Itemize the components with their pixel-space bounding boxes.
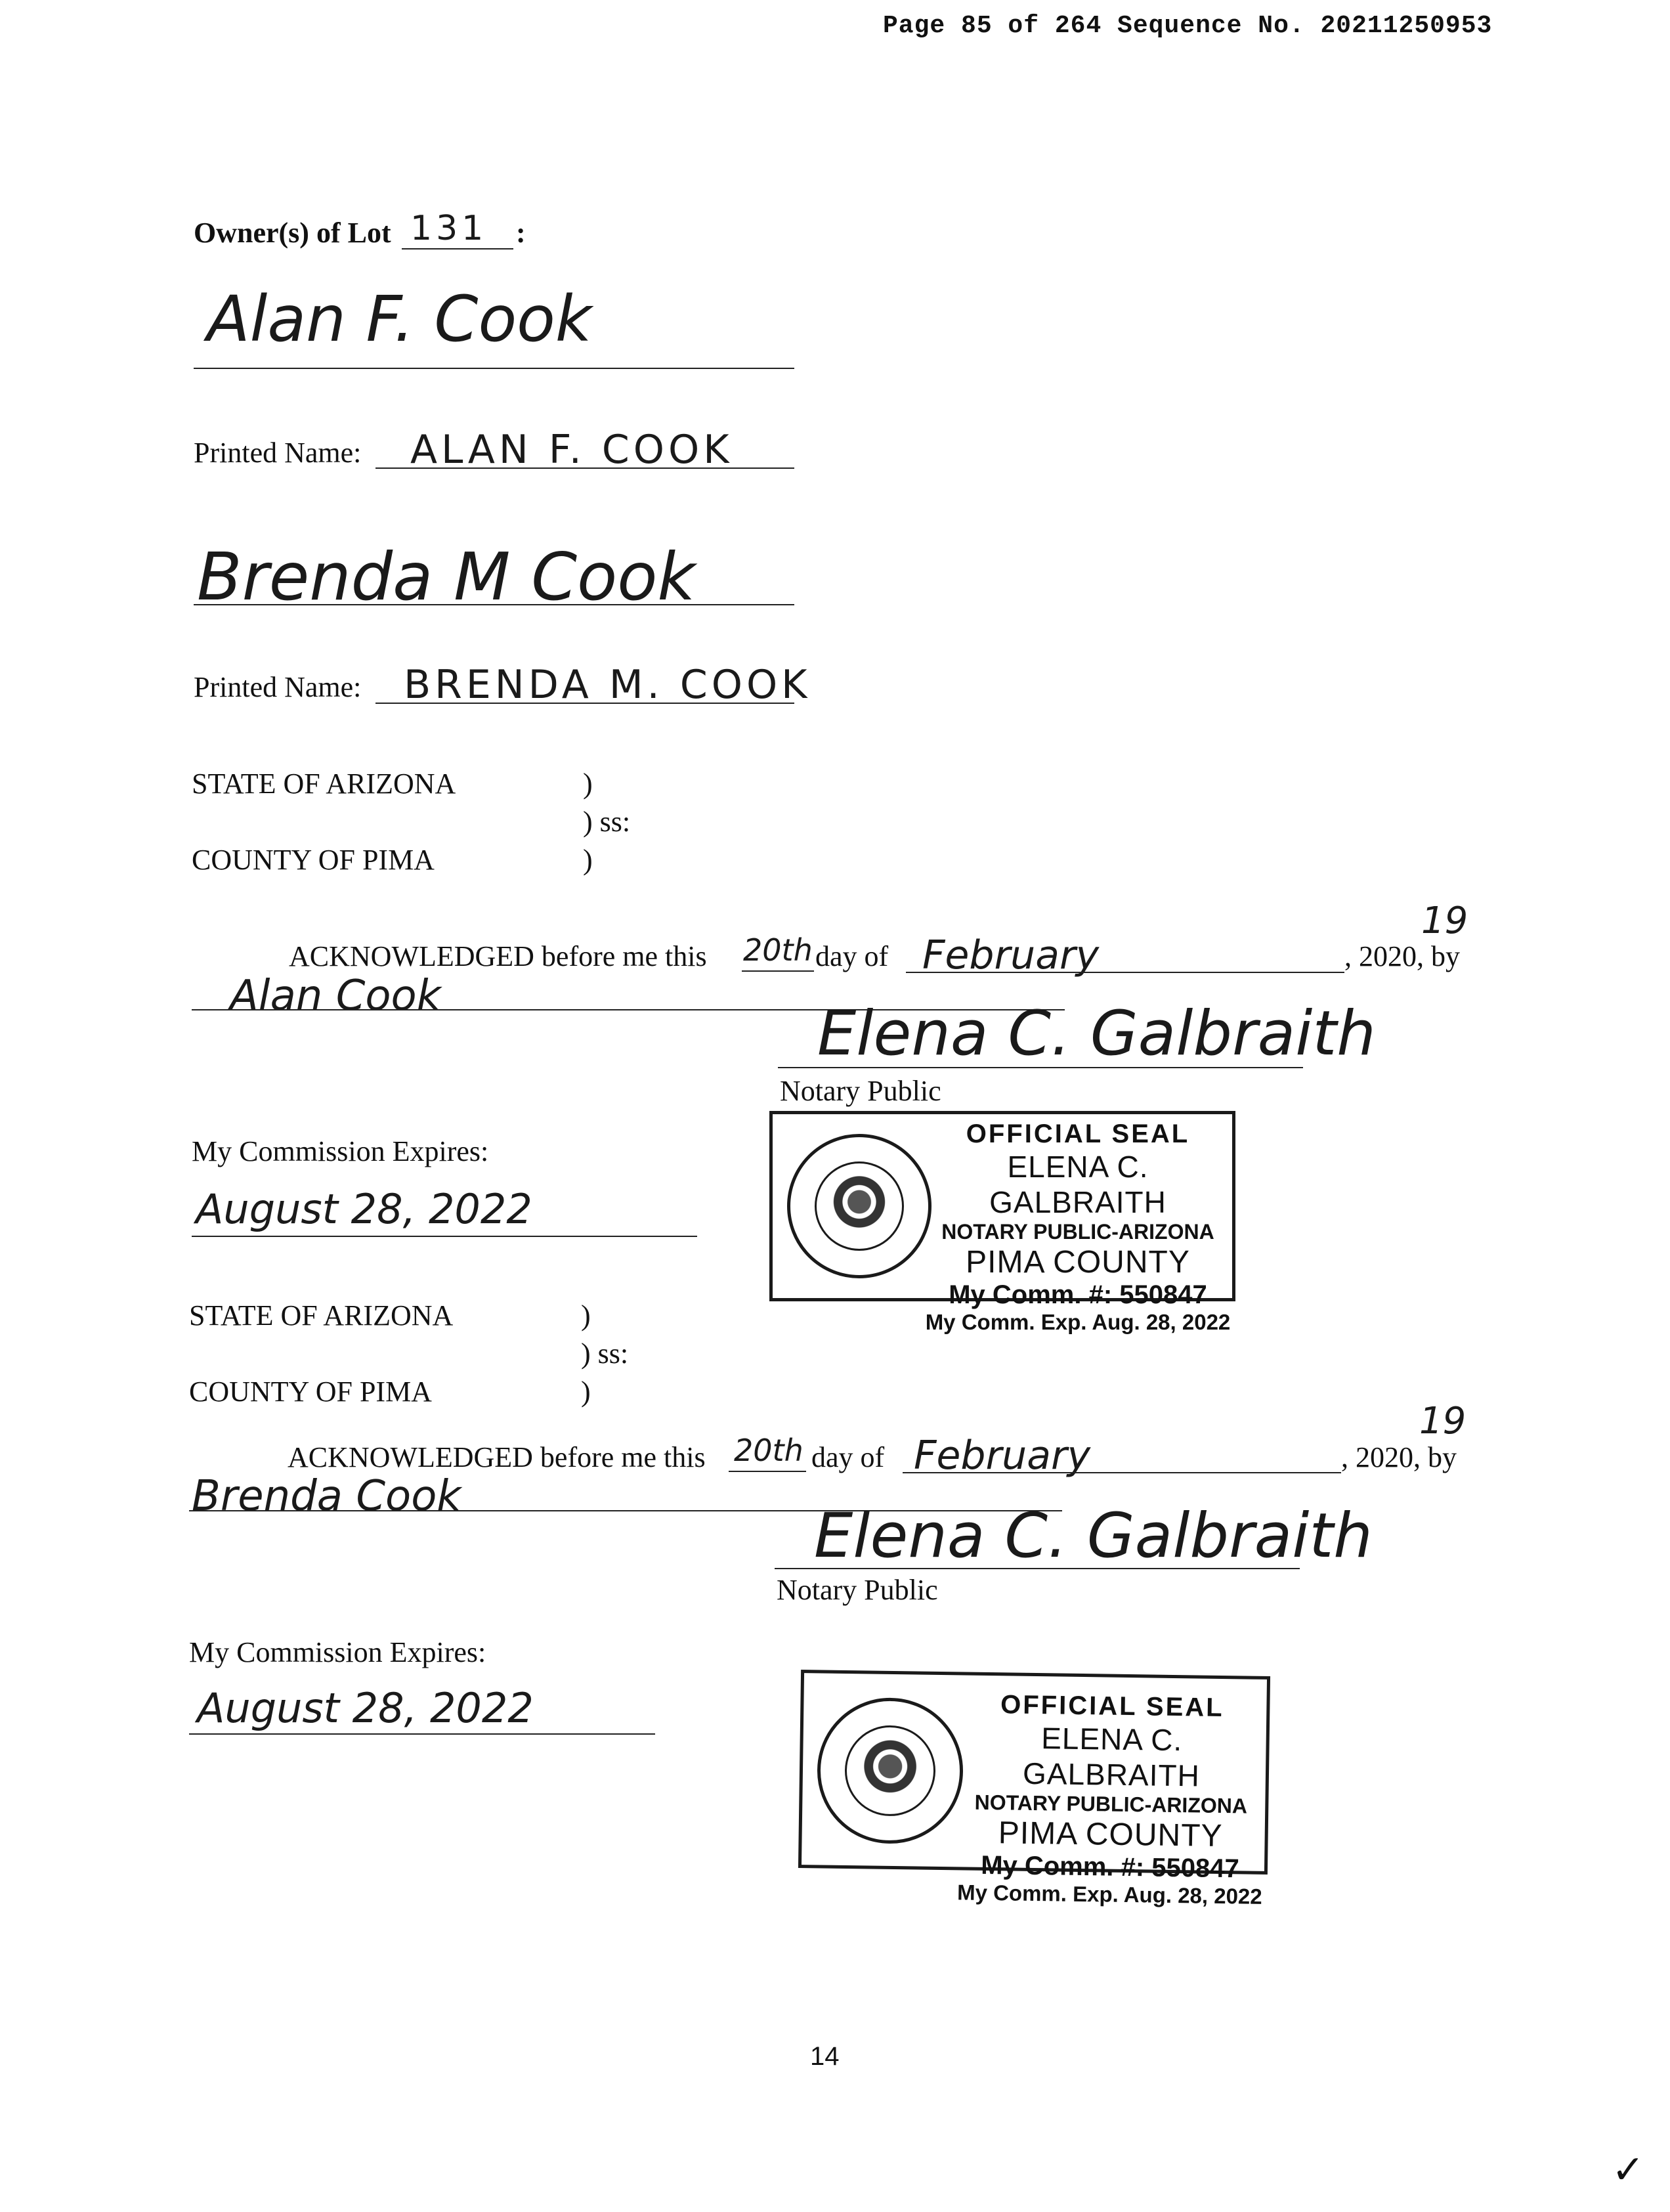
ack-month-2: February: [914, 1433, 1091, 1479]
notary-signature-line-1: [778, 1067, 1303, 1068]
ack-dayof-1: day of: [815, 940, 889, 972]
state-label-2: STATE OF ARIZONA: [189, 1299, 454, 1332]
county-label-1: COUNTY OF PIMA: [192, 844, 435, 876]
signature-brenda: Brenda M Cook: [197, 538, 696, 615]
notary-signature-2: Elena C. Galbraith: [814, 1500, 1373, 1572]
stamp-comm-number: My Comm. #: 550847: [980, 1850, 1240, 1884]
notary-stamp-2: [798, 1670, 1270, 1909]
commission-line-1: [192, 1236, 697, 1237]
page-sequence-header: Page 85 of 264 Sequence No. 20211250953: [883, 12, 1493, 40]
notary-signature-line-2: [775, 1568, 1300, 1569]
printed-name-label-2: Printed Name:: [194, 671, 362, 703]
paren-ss-2: ) ss:: [581, 1337, 629, 1370]
printed-name-1: ALAN F. COOK: [410, 427, 733, 473]
printed-name-line-1: [375, 467, 794, 469]
notary-stamp-1: [769, 1111, 1235, 1334]
stamp-notary-public: NOTARY PUBLIC-ARIZONA: [974, 1790, 1248, 1818]
ack-month-1: February: [922, 932, 1100, 978]
notary-public-label-1: Notary Public: [780, 1075, 941, 1107]
commission-label-2: My Commission Expires:: [189, 1636, 486, 1668]
commission-date-1: August 28, 2022: [196, 1185, 532, 1233]
ack-text-1: ACKNOWLEDGED before me this: [289, 940, 707, 972]
owner-lot-colon: :: [516, 217, 526, 249]
owner-lot-label: Owner(s) of Lot: [194, 217, 391, 249]
ack-by-name-2: Brenda Cook: [192, 1472, 461, 1521]
signature-line-2: [194, 604, 794, 605]
ack-year-correction-2: 19: [1419, 1400, 1467, 1442]
ack-day-line-1: [742, 970, 814, 972]
ack-by-name-1: Alan Cook: [230, 972, 441, 1020]
lot-number: 131: [410, 209, 488, 248]
printed-name-line-2: [375, 703, 794, 704]
lot-number-line: [402, 248, 513, 249]
ack-text-2: ACKNOWLEDGED before me this: [288, 1441, 706, 1473]
ack-day-1: 20th: [743, 932, 813, 968]
printed-name-label-1: Printed Name:: [194, 437, 362, 469]
notary-public-label-2: Notary Public: [777, 1574, 938, 1606]
commission-line-2: [189, 1733, 655, 1735]
paren-ss-1: ) ss:: [583, 806, 631, 838]
signature-alan: Alan F. Cook: [207, 282, 592, 356]
paren-1c: ): [583, 844, 593, 876]
commission-label-1: My Commission Expires:: [192, 1135, 489, 1167]
great-seal-of-arizona-icon: [787, 1134, 931, 1278]
stamp-county: PIMA COUNTY: [966, 1245, 1190, 1280]
stamp-county: PIMA COUNTY: [998, 1815, 1223, 1854]
ack-year-correction-1: 19: [1421, 900, 1468, 942]
commission-date-2: August 28, 2022: [197, 1684, 534, 1732]
notary-signature-1: Elena C. Galbraith: [817, 998, 1376, 1070]
checkmark-icon: ✓: [1612, 2147, 1645, 2193]
page-number: 14: [810, 2042, 840, 2071]
paren-2a: ): [581, 1299, 591, 1332]
printed-name-2: BRENDA M. COOK: [404, 662, 811, 708]
paren-2c: ): [581, 1376, 591, 1408]
ack-year-2: , 2020, by: [1341, 1441, 1457, 1473]
stamp-comm-exp: My Comm. Exp. Aug. 28, 2022: [925, 1310, 1231, 1334]
ack-month-line-1: [906, 972, 1344, 973]
paren-1a: ): [583, 768, 593, 800]
great-seal-of-arizona-icon: [816, 1697, 964, 1844]
signature-line-1: [194, 368, 794, 369]
stamp-notary-name: ELENA C. GALBRAITH: [1022, 1721, 1201, 1793]
stamp-notary-name: ELENA C. GALBRAITH: [989, 1150, 1167, 1219]
stamp-notary-public: NOTARY PUBLIC-ARIZONA: [941, 1220, 1214, 1244]
stamp-official-seal: OFFICIAL SEAL: [1000, 1690, 1224, 1723]
stamp-comm-exp: My Comm. Exp. Aug. 28, 2022: [956, 1880, 1262, 1909]
ack-day-2: 20th: [734, 1433, 803, 1468]
ack-day-line-2: [729, 1471, 806, 1472]
stamp-comm-number: My Comm. #: 550847: [949, 1280, 1207, 1309]
ack-dayof-2: day of: [811, 1441, 885, 1473]
county-label-2: COUNTY OF PIMA: [189, 1376, 432, 1408]
ack-year-1: , 2020, by: [1344, 940, 1460, 972]
state-label-1: STATE OF ARIZONA: [192, 768, 456, 800]
ack-month-line-2: [903, 1472, 1341, 1473]
stamp-official-seal: OFFICIAL SEAL: [966, 1119, 1190, 1148]
